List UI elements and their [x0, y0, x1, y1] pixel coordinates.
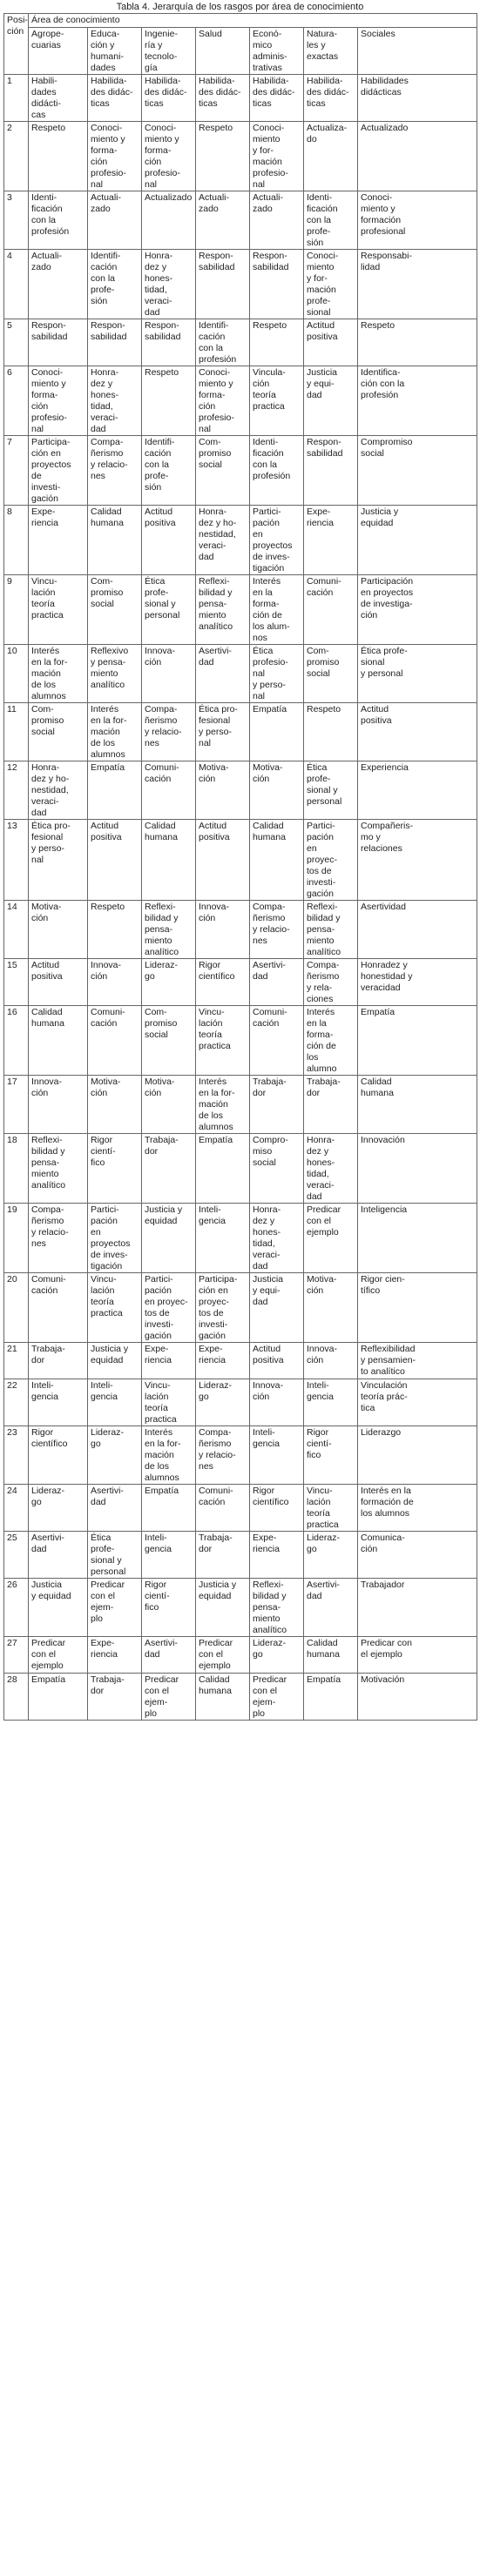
table-cell: Ética profesio- nal y perso- nal — [250, 645, 304, 703]
table-cell: Empatía — [88, 761, 142, 820]
table-cell: Justicia y equidad — [88, 1343, 142, 1379]
table-cell: Conoci- miento y forma- ción profesio- nal — [142, 122, 196, 191]
table-cell: Actualizado — [142, 191, 196, 250]
table-cell: Liderazgo — [358, 1426, 477, 1485]
table-cell: Interés en la for- mación de los alumnos — [142, 1426, 196, 1485]
table-cell: Com- promiso social — [196, 436, 250, 506]
table-cell: Honra- dez y ho- nestidad, veraci- dad — [196, 506, 250, 575]
header-area: Área de conocimiento — [29, 14, 477, 28]
table-row — [4, 761, 477, 820]
table-cell: Compa- ñerismo y relacio- nes — [196, 1426, 250, 1485]
table-cell: Empatía — [196, 1134, 250, 1204]
table-cell: Calidad humana — [304, 1637, 358, 1674]
table-cell: Justicia y equidad — [142, 1204, 196, 1273]
header-row-areas — [4, 28, 477, 75]
table-cell: Comuni- cación — [29, 1273, 88, 1343]
table-cell: Reflexibilidad y pensamien- to analítico — [358, 1343, 477, 1379]
table-cell: Trabajador — [358, 1579, 477, 1637]
table-cell: Compa- ñerismo y relacio- nes — [29, 1204, 88, 1273]
table-row — [4, 1379, 477, 1426]
table-cell: Predicar con el ejem- plo — [88, 1579, 142, 1637]
table-cell: Predicar con el ejem- plo — [142, 1674, 196, 1721]
table-cell: Inteli- gencia — [304, 1379, 358, 1426]
table-cell: Ética profe- sional y personal — [358, 645, 477, 703]
table-row — [4, 506, 477, 575]
table-cell: Respeto — [142, 366, 196, 436]
table-cell: Ética profe- sional y personal — [88, 1532, 142, 1579]
table-cell: Inteli- gencia — [29, 1379, 88, 1426]
table-cell: Innovación — [358, 1134, 477, 1204]
table-cell: Justicia y equidad — [358, 506, 477, 575]
table-cell: Com- promiso social — [88, 575, 142, 645]
table-row — [4, 703, 477, 761]
table-cell: Reflexivo y pensa- miento analítico — [88, 645, 142, 703]
table-cell: Vincula- ción teoría practica — [250, 366, 304, 436]
position-cell: 25 — [4, 1532, 29, 1579]
table-cell: Respon- sabilidad — [29, 319, 88, 366]
table-cell: Innova- ción — [250, 1379, 304, 1426]
position-cell: 24 — [4, 1485, 29, 1532]
table-cell: Compa- ñerismo y relacio- nes — [142, 703, 196, 761]
table-cell: Expe- riencia — [88, 1637, 142, 1674]
table-cell: Innova- ción — [88, 959, 142, 1006]
table-cell: Compromiso social — [358, 436, 477, 506]
table-cell: Reflexi- bilidad y pensa- miento analítico — [196, 575, 250, 645]
table-cell: Actitud positiva — [358, 703, 477, 761]
table-cell: Expe- riencia — [29, 506, 88, 575]
table-cell: Conoci- miento y for- mación profesio- nal — [250, 122, 304, 191]
table-cell: Identi- ficación con la profesión — [29, 191, 88, 250]
table-cell: Rigor cien- tífico — [358, 1273, 477, 1343]
position-cell: 7 — [4, 436, 29, 506]
table-cell: Vinculación teoría prác- tica — [358, 1379, 477, 1426]
table-cell: Ética profe- sional y personal — [142, 575, 196, 645]
table-cell: Lideraz- go — [250, 1637, 304, 1674]
table-cell: Actitud positiva — [142, 506, 196, 575]
position-cell: 26 — [4, 1579, 29, 1637]
table-row — [4, 645, 477, 703]
table-cell: Motiva- ción — [304, 1273, 358, 1343]
table-cell: Honra- dez y hones- tidad, veraci- dad — [142, 250, 196, 319]
table-cell: Asertivi- dad — [196, 645, 250, 703]
table-cell: Habilidades didácticas — [358, 75, 477, 122]
table-cell: Compa- ñerismo y relacio- nes — [88, 436, 142, 506]
table-row — [4, 1204, 477, 1273]
table-cell: Actitud positiva — [250, 1343, 304, 1379]
table-cell: Experiencia — [358, 761, 477, 820]
table-cell: Predicar con el ejemplo — [304, 1204, 358, 1273]
table-cell: Asertivi- dad — [304, 1579, 358, 1637]
table-cell: Interés en la for- mación de los alumnos — [29, 645, 88, 703]
table-cell: Motiva- ción — [88, 1076, 142, 1134]
table-cell: Conoci- miento y formación profesional — [358, 191, 477, 250]
table-cell: Compa- ñerismo y rela- ciones — [304, 959, 358, 1006]
table-cell: Expe- riencia — [304, 506, 358, 575]
table-cell: Rigor científico — [29, 1426, 88, 1485]
table-cell: Motiva- ción — [250, 761, 304, 820]
table-cell: Interés en la forma- ción de los alum- nos — [250, 575, 304, 645]
table-cell: Com- promiso social — [304, 645, 358, 703]
position-cell: 13 — [4, 820, 29, 901]
table-cell: Asertivi- dad — [88, 1485, 142, 1532]
table-cell: Compañeris- mo y relaciones — [358, 820, 477, 901]
table-cell: Interés en la formación de los alumnos — [358, 1485, 477, 1532]
table-row — [4, 1273, 477, 1343]
table-cell: Predicar con el ejemplo — [358, 1637, 477, 1674]
position-cell: 17 — [4, 1076, 29, 1134]
position-cell: 18 — [4, 1134, 29, 1204]
table-cell: Conoci- miento y forma- ción profesio- nal — [88, 122, 142, 191]
table-cell: Com- promiso social — [142, 1006, 196, 1076]
table-cell: Actitud positiva — [196, 820, 250, 901]
table-cell: Honra- dez y hones- tidad, veraci- dad — [88, 366, 142, 436]
table-cell: Actuali- zado — [250, 191, 304, 250]
header-area-4: Salud — [196, 28, 250, 75]
position-cell: 8 — [4, 506, 29, 575]
table-cell: Trabaja- dor — [196, 1532, 250, 1579]
table-cell: Partici- pación en proyectos de inves- tigación — [88, 1204, 142, 1273]
table-cell: Partici- pación en proyectos de inves- tigación — [250, 506, 304, 575]
table-cell: Habilida- des didác- ticas — [142, 75, 196, 122]
position-cell: 3 — [4, 191, 29, 250]
table-cell: Habili- dades didácti- cas — [29, 75, 88, 122]
table-cell: Trabaja- dor — [142, 1134, 196, 1204]
table-row — [4, 122, 477, 191]
table-cell: Justicia y equidad — [196, 1579, 250, 1637]
position-cell: 22 — [4, 1379, 29, 1426]
table-row — [4, 191, 477, 250]
table-cell: Innova- ción — [29, 1076, 88, 1134]
table-cell: Inteligencia — [358, 1204, 477, 1273]
table-cell: Honradez y honestidad y veracidad — [358, 959, 477, 1006]
table-cell: Respeto — [29, 122, 88, 191]
table-cell: Identi- ficación con la profe- sión — [304, 191, 358, 250]
table-cell: Comunica- ción — [358, 1532, 477, 1579]
table-row — [4, 1485, 477, 1532]
table-cell: Actuali- zado — [196, 191, 250, 250]
table-cell: Honra- dez y hones- tidad, veraci- dad — [304, 1134, 358, 1204]
table-cell: Comuni- cación — [142, 761, 196, 820]
table-cell: Inteli- gencia — [250, 1426, 304, 1485]
table-cell: Motivación — [358, 1674, 477, 1721]
table-cell: Participa- ción en proyec- tos de investi- gación — [196, 1273, 250, 1343]
table-body — [4, 75, 477, 1721]
table-cell: Vincu- lación teoría practica — [88, 1273, 142, 1343]
table-cell: Motiva- ción — [196, 761, 250, 820]
table-cell: Reflexi- bilidad y pensa- miento analítico — [29, 1134, 88, 1204]
table-cell: Respeto — [304, 703, 358, 761]
table-row — [4, 319, 477, 366]
position-cell: 20 — [4, 1273, 29, 1343]
table-row — [4, 1006, 477, 1076]
table-cell: Trabaja- dor — [88, 1674, 142, 1721]
position-cell: 27 — [4, 1637, 29, 1674]
header-area-1: Agrope- cuarias — [29, 28, 88, 75]
table-cell: Comuni- cación — [88, 1006, 142, 1076]
position-cell: 14 — [4, 901, 29, 959]
table-cell: Actuali- zado — [29, 250, 88, 319]
header-position: Posi- ción — [4, 14, 29, 75]
table-cell: Asertividad — [358, 901, 477, 959]
table-cell: Asertivi- dad — [142, 1637, 196, 1674]
table-cell: Reflexi- bilidad y pensa- miento analítico — [304, 901, 358, 959]
table-row — [4, 1579, 477, 1637]
table-row — [4, 1076, 477, 1134]
table-cell: Responsabi- lidad — [358, 250, 477, 319]
table-cell: Honra- dez y ho- nestidad, veraci- dad — [29, 761, 88, 820]
table-cell: Respon- sabilidad — [304, 436, 358, 506]
table-cell: Participación en proyectos de investiga- ción — [358, 575, 477, 645]
table-cell: Vincu- lación teoría practica — [196, 1006, 250, 1076]
table-cell: Justicia y equi- dad — [250, 1273, 304, 1343]
table-cell: Empatía — [250, 703, 304, 761]
table-cell: Interés en la for- mación de los alumnos — [88, 703, 142, 761]
table-cell: Partici- pación en proyec- tos de investi- gación — [142, 1273, 196, 1343]
table-cell: Rigor cientí- fico — [304, 1426, 358, 1485]
table-cell: Lideraz- go — [29, 1485, 88, 1532]
position-cell: 28 — [4, 1674, 29, 1721]
table-cell: Trabaja- dor — [250, 1076, 304, 1134]
position-cell: 5 — [4, 319, 29, 366]
table-cell: Respon- sabilidad — [142, 319, 196, 366]
table-cell: Innova- ción — [196, 901, 250, 959]
table-cell: Respon- sabilidad — [250, 250, 304, 319]
table-cell: Calidad humana — [29, 1006, 88, 1076]
table-cell: Participa- ción en proyectos de investi- gación — [29, 436, 88, 506]
table-row — [4, 436, 477, 506]
position-cell: 10 — [4, 645, 29, 703]
position-cell: 19 — [4, 1204, 29, 1273]
table-cell: Actitud positiva — [88, 820, 142, 901]
table-cell: Respeto — [250, 319, 304, 366]
table-cell: Comuni- cación — [304, 575, 358, 645]
table-cell: Identifica- ción con la profesión — [358, 366, 477, 436]
position-cell: 2 — [4, 122, 29, 191]
table-cell: Respeto — [196, 122, 250, 191]
table-cell: Motiva- ción — [142, 1076, 196, 1134]
table-cell: Interés en la forma- ción de los alumno — [304, 1006, 358, 1076]
table-cell: Compa- ñerismo y relacio- nes — [250, 901, 304, 959]
table-cell: Rigor científico — [250, 1485, 304, 1532]
table-cell: Predicar con el ejem- plo — [250, 1674, 304, 1721]
table-cell: Justicia y equidad — [29, 1579, 88, 1637]
table-row — [4, 1134, 477, 1204]
table-cell: Rigor cientí- fico — [142, 1579, 196, 1637]
table-cell: Actualiza- do — [304, 122, 358, 191]
table-cell: Lideraz- go — [304, 1532, 358, 1579]
header-area-6: Natura- les y exactas — [304, 28, 358, 75]
table-row — [4, 1674, 477, 1721]
table-cell: Comuni- cación — [250, 1006, 304, 1076]
table-cell: Ética pro- fesional y perso- nal — [29, 820, 88, 901]
table-cell: Empatía — [142, 1485, 196, 1532]
table-cell: Empatía — [29, 1674, 88, 1721]
table-cell: Predicar con el ejemplo — [196, 1637, 250, 1674]
table-cell: Respeto — [88, 901, 142, 959]
table-row — [4, 901, 477, 959]
table-cell: Com- promiso social — [29, 703, 88, 761]
table-cell: Respon- sabilidad — [88, 319, 142, 366]
table-row — [4, 1426, 477, 1485]
table-cell: Vincu- lación teoría practica — [304, 1485, 358, 1532]
table-row — [4, 1343, 477, 1379]
table-row — [4, 75, 477, 122]
position-cell: 9 — [4, 575, 29, 645]
table-cell: Innova- ción — [304, 1343, 358, 1379]
table-cell: Habilida- des didác- ticas — [88, 75, 142, 122]
header-row-area — [4, 14, 477, 28]
position-cell: 11 — [4, 703, 29, 761]
table-cell: Innova- ción — [142, 645, 196, 703]
table-row — [4, 820, 477, 901]
table-cell: Lideraz- go — [142, 959, 196, 1006]
position-cell: 16 — [4, 1006, 29, 1076]
table-cell: Conoci- miento y for- mación profe- sional — [304, 250, 358, 319]
table-cell: Reflexi- bilidad y pensa- miento analítico — [250, 1579, 304, 1637]
table-cell: Expe- riencia — [142, 1343, 196, 1379]
position-cell: 4 — [4, 250, 29, 319]
table-cell: Respon- sabilidad — [196, 250, 250, 319]
table-cell: Calidad humana — [250, 820, 304, 901]
table-cell: Interés en la for- mación de los alumnos — [196, 1076, 250, 1134]
table-cell: Empatía — [358, 1006, 477, 1076]
table-cell: Actitud positiva — [29, 959, 88, 1006]
table-cell: Lideraz- go — [196, 1379, 250, 1426]
traits-table — [3, 13, 477, 1721]
header-area-5: Econó- mico adminis- trativas — [250, 28, 304, 75]
table-cell: Expe- riencia — [250, 1532, 304, 1579]
table-cell: Habilida- des didác- ticas — [304, 75, 358, 122]
table-cell: Rigor cientí- fico — [88, 1134, 142, 1204]
table-cell: Expe- riencia — [196, 1343, 250, 1379]
table-caption: Tabla 4. Jerarquía de los rasgos por área de conocimiento — [116, 2, 364, 12]
table-cell: Rigor científico — [196, 959, 250, 1006]
table-cell: Actitud positiva — [304, 319, 358, 366]
table-row — [4, 1637, 477, 1674]
table-row — [4, 959, 477, 1006]
table-cell: Identifi- cación con la profe- sión — [142, 436, 196, 506]
table-cell: Conoci- miento y forma- ción profesio- nal — [29, 366, 88, 436]
table-cell: Predicar con el ejemplo — [29, 1637, 88, 1674]
table-cell: Motiva- ción — [29, 901, 88, 959]
table-cell: Compro- miso social — [250, 1134, 304, 1204]
table-cell: Conoci- miento y forma- ción profesio- nal — [196, 366, 250, 436]
table-cell: Trabaja- dor — [304, 1076, 358, 1134]
table-cell: Habilida- des didác- ticas — [250, 75, 304, 122]
table-cell: Partici- pación en proyec- tos de investi- gación — [304, 820, 358, 901]
table-cell: Asertivi- dad — [250, 959, 304, 1006]
table-cell: Trabaja- dor — [29, 1343, 88, 1379]
table-cell: Respeto — [358, 319, 477, 366]
table-cell: Justicia y equi- dad — [304, 366, 358, 436]
table-cell: Lideraz- go — [88, 1426, 142, 1485]
table-cell: Actuali- zado — [88, 191, 142, 250]
table-cell: Calidad humana — [196, 1674, 250, 1721]
position-cell: 1 — [4, 75, 29, 122]
table-cell: Honra- dez y hones- tidad, veraci- dad — [250, 1204, 304, 1273]
table-row — [4, 366, 477, 436]
table-cell: Comuni- cación — [196, 1485, 250, 1532]
position-cell: 6 — [4, 366, 29, 436]
table-cell: Vincu- lación teoría practica — [142, 1379, 196, 1426]
table-cell: Inteli- gencia — [142, 1532, 196, 1579]
position-cell: 15 — [4, 959, 29, 1006]
table-cell: Empatía — [304, 1674, 358, 1721]
table-cell: Reflexi- bilidad y pensa- miento analítico — [142, 901, 196, 959]
table-cell: Vincu- lación teoría practica — [29, 575, 88, 645]
header-area-3: Ingenie- ría y tecnolo- gía — [142, 28, 196, 75]
table-row — [4, 1532, 477, 1579]
table-cell: Actualizado — [358, 122, 477, 191]
table-cell: Identifi- cación con la profesión — [196, 319, 250, 366]
header-area-2: Educa- ción y humani- dades — [88, 28, 142, 75]
table-cell: Calidad humana — [88, 506, 142, 575]
table-cell: Identi- ficación con la profesión — [250, 436, 304, 506]
table-cell: Ética pro- fesional y perso- nal — [196, 703, 250, 761]
position-cell: 23 — [4, 1426, 29, 1485]
position-cell: 12 — [4, 761, 29, 820]
table-row — [4, 250, 477, 319]
table-cell: Identifi- cación con la profe- sión — [88, 250, 142, 319]
table-cell: Inteli- gencia — [196, 1204, 250, 1273]
table-cell: Asertivi- dad — [29, 1532, 88, 1579]
position-cell: 21 — [4, 1343, 29, 1379]
table-cell: Ética profe- sional y personal — [304, 761, 358, 820]
table-cell: Habilida- des didác- ticas — [196, 75, 250, 122]
table-cell: Calidad humana — [358, 1076, 477, 1134]
table-cell: Calidad humana — [142, 820, 196, 901]
header-area-7: Sociales — [358, 28, 477, 75]
table-cell: Inteli- gencia — [88, 1379, 142, 1426]
table-row — [4, 575, 477, 645]
